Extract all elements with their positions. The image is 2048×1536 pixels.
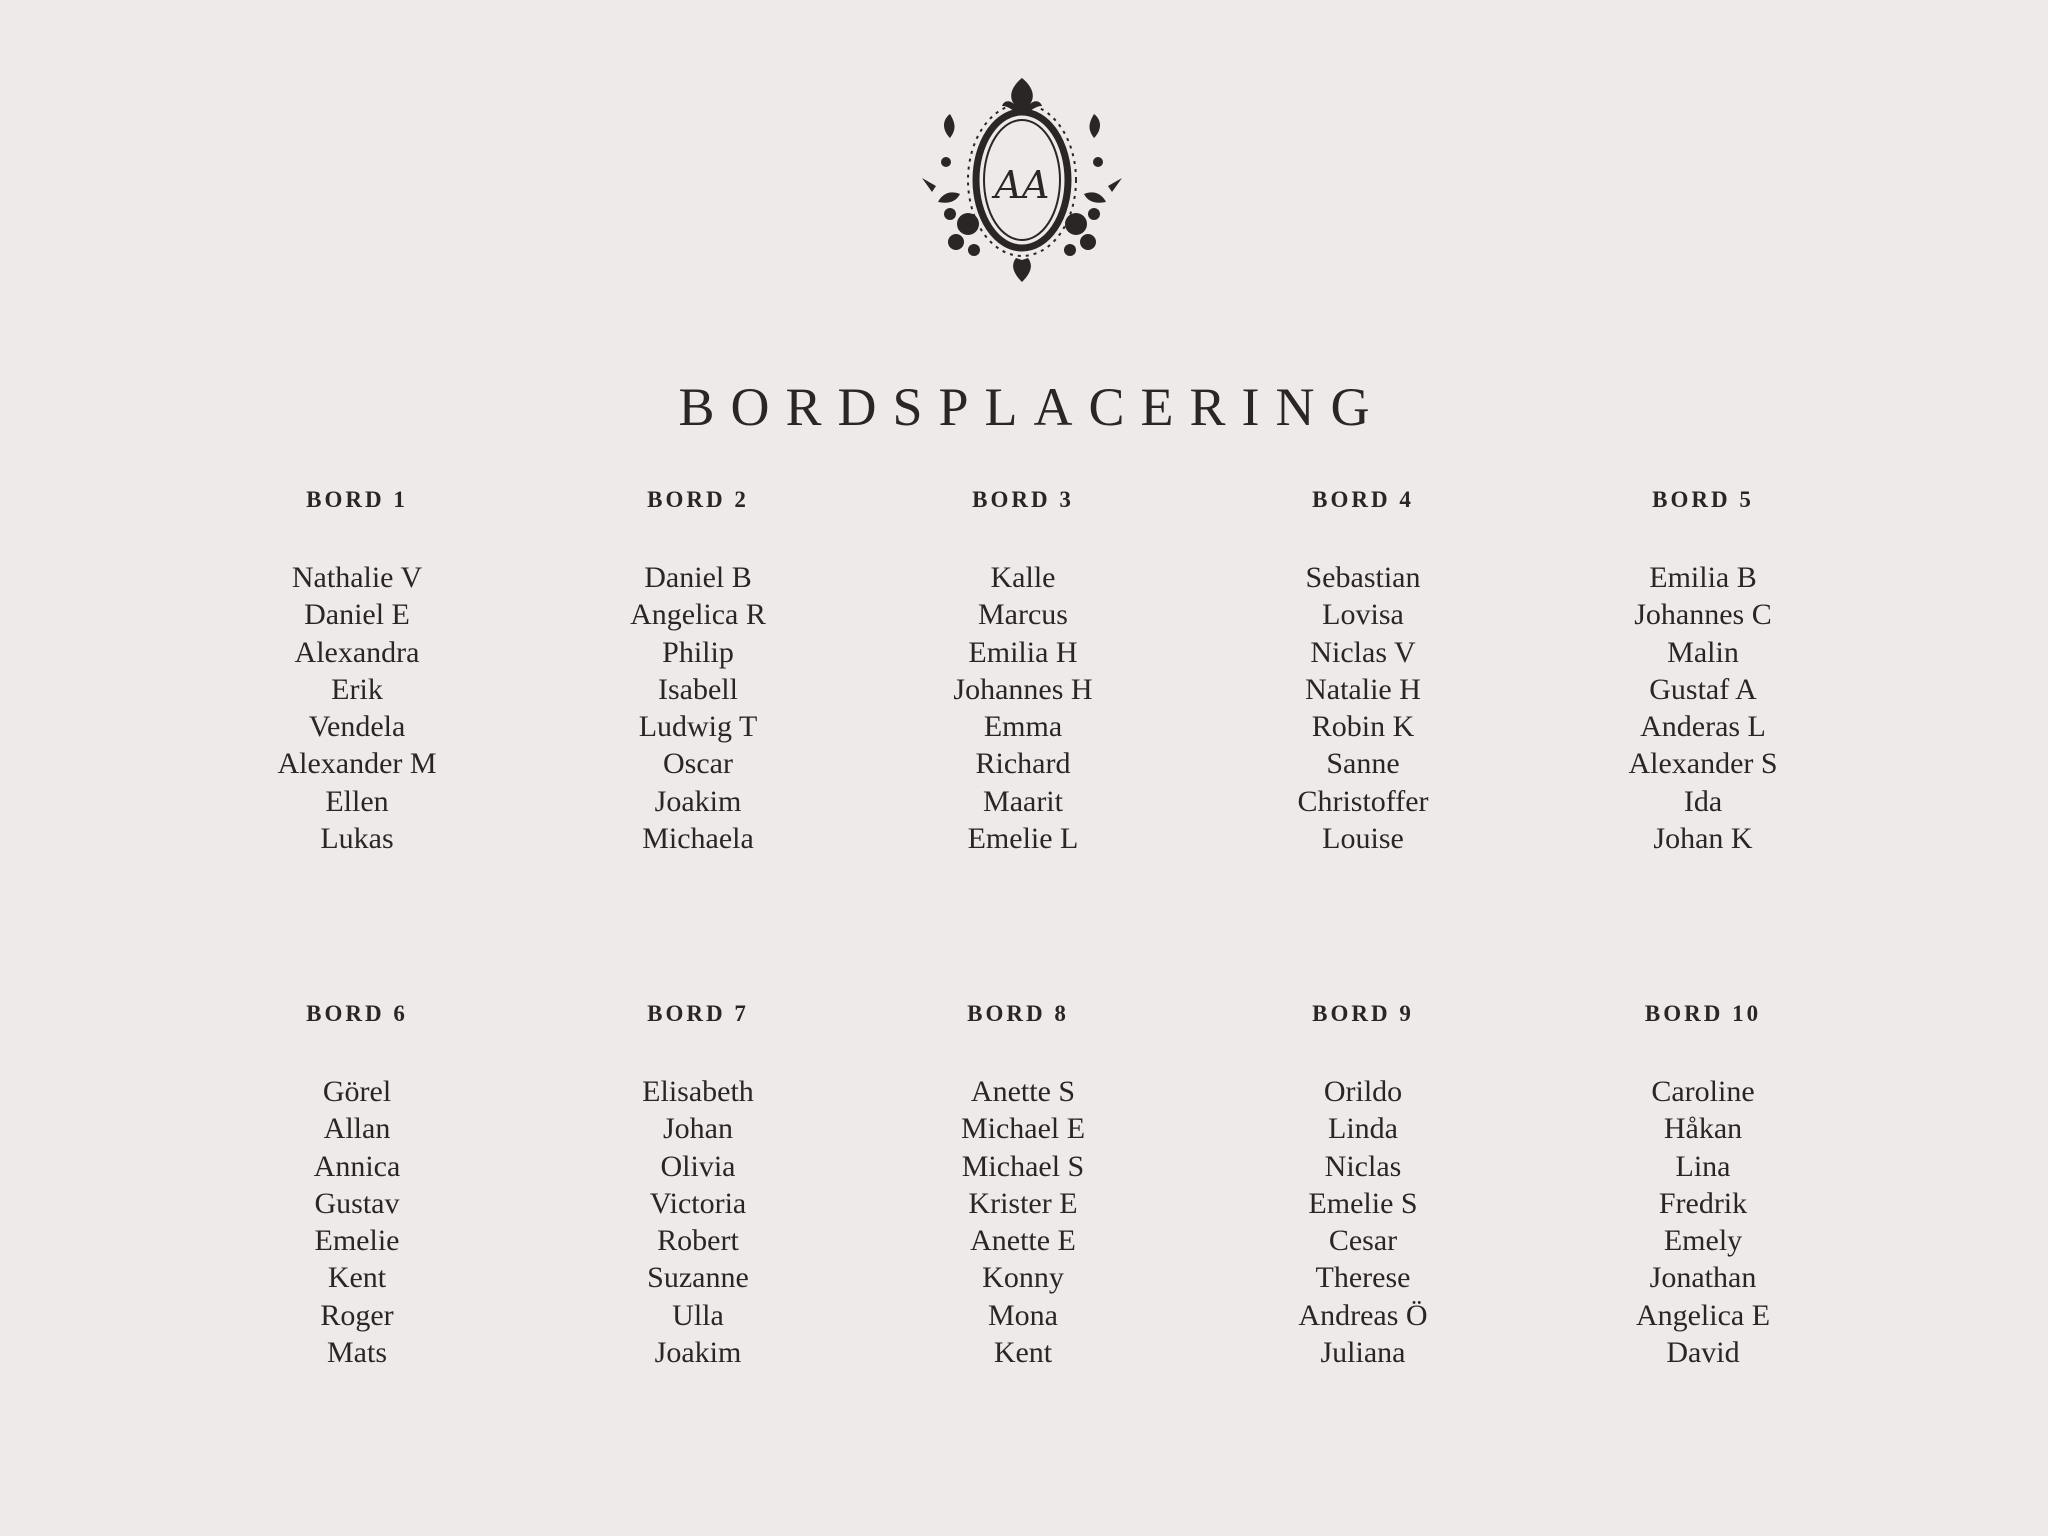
guest-name: Vendela	[308, 710, 406, 744]
guest-name: Niclas V	[1310, 635, 1416, 669]
guest-name: Louise	[1322, 822, 1404, 856]
table-heading: BORD 5	[1652, 487, 1754, 512]
guest-name: Daniel B	[644, 561, 752, 594]
guest-name: Ludwig T	[638, 710, 758, 744]
guest-name: Gustav	[314, 1186, 400, 1220]
table-heading: BORD 7	[647, 1001, 749, 1026]
table-5	[1553, 485, 1853, 857]
guest-name: Joakim	[654, 1336, 742, 1370]
guest-name: Nathalie V	[291, 561, 423, 594]
guest-name: Orildo	[1323, 1075, 1403, 1108]
guest-name: Lina	[1675, 1149, 1731, 1183]
guest-name: Emely	[1663, 1224, 1743, 1258]
guest-list	[207, 559, 507, 857]
guest-name: Michaela	[642, 822, 754, 856]
guest-name: Kalle	[990, 561, 1056, 594]
guest-name: Natalie H	[1305, 672, 1421, 706]
guest-name: Philip	[662, 635, 734, 669]
guest-name: Angelica R	[630, 598, 766, 632]
guest-name: Marcus	[978, 598, 1068, 632]
guest-name: Emelie L	[967, 822, 1079, 856]
guest-name: Victoria	[649, 1186, 747, 1220]
guest-name: Sebastian	[1305, 561, 1421, 594]
guest-name: Allan	[323, 1112, 391, 1146]
guest-name: Emilia H	[968, 635, 1078, 669]
table-heading: BORD 8	[967, 1001, 1069, 1026]
table-7	[548, 999, 848, 1371]
guest-name: Linda	[1328, 1112, 1398, 1146]
guest-name: Jonathan	[1649, 1261, 1757, 1295]
guest-name: Oscar	[663, 747, 733, 781]
guest-name: Therese	[1315, 1261, 1411, 1295]
table-heading: BORD 2	[647, 487, 749, 512]
guest-list	[873, 559, 1173, 857]
table-heading: BORD 4	[1312, 487, 1414, 512]
guest-name: Malin	[1667, 635, 1739, 669]
guest-name: Maarit	[983, 784, 1063, 818]
table-2	[548, 485, 848, 857]
guest-name: Ida	[1683, 784, 1723, 818]
guest-name: Cesar	[1328, 1224, 1398, 1258]
guest-name: Suzanne	[647, 1261, 749, 1295]
guest-name: Robert	[657, 1224, 739, 1258]
guest-list	[1213, 559, 1513, 857]
guest-name: Krister E	[968, 1186, 1078, 1220]
guest-name: Andreas Ö	[1298, 1298, 1428, 1332]
guest-name: Roger	[320, 1298, 394, 1332]
guest-name: Lukas	[320, 822, 394, 856]
guest-name: Johan K	[1653, 822, 1753, 856]
table-9	[1213, 999, 1513, 1371]
guest-name: Alexander S	[1628, 747, 1778, 781]
guest-name: Lovisa	[1322, 598, 1404, 632]
table-1	[207, 485, 507, 857]
table-heading: BORD 9	[1312, 1001, 1414, 1026]
table-heading: BORD 1	[306, 487, 408, 512]
guest-list	[1553, 559, 1853, 857]
guest-list	[207, 1073, 507, 1371]
guest-name: Juliana	[1320, 1336, 1406, 1370]
guest-name: Kent	[327, 1261, 387, 1295]
guest-name: David	[1666, 1336, 1740, 1370]
guest-list	[1213, 1073, 1513, 1371]
table-8	[868, 999, 1168, 1371]
guest-name: Görel	[322, 1075, 392, 1108]
guest-name: Ellen	[325, 784, 389, 818]
guest-name: Michael E	[960, 1112, 1086, 1146]
guest-name: Olivia	[660, 1149, 736, 1183]
guest-name: Elisabeth	[642, 1075, 754, 1108]
guest-name: Emelie	[314, 1224, 400, 1258]
guest-list	[1553, 1073, 1853, 1371]
guest-name: Emma	[983, 710, 1063, 744]
guest-name: Anderas L	[1640, 710, 1766, 744]
guest-name: Gustaf A	[1649, 672, 1757, 706]
table-heading: BORD 3	[972, 487, 1074, 512]
guest-name: Mona	[988, 1298, 1058, 1332]
page-title: BORDSPLACERING	[678, 377, 1386, 438]
guest-name: Joakim	[654, 784, 742, 818]
guest-name: Sanne	[1326, 747, 1400, 781]
table-10	[1553, 999, 1853, 1371]
guest-name: Isabell	[658, 672, 738, 706]
guest-name: Konny	[982, 1261, 1064, 1295]
table-heading: BORD 6	[306, 1001, 408, 1026]
guest-list	[878, 1073, 1168, 1371]
guest-name: Fredrik	[1658, 1186, 1748, 1220]
guest-name: Emilia B	[1649, 561, 1757, 594]
guest-name: Alexander M	[277, 747, 437, 781]
guest-name: Christoffer	[1297, 784, 1429, 818]
table-6	[207, 999, 507, 1371]
guest-name: Johannes C	[1634, 598, 1772, 632]
guest-name: Kent	[993, 1336, 1053, 1370]
guest-name: Johan	[663, 1112, 733, 1146]
guest-list	[548, 559, 848, 857]
guest-name: Annica	[313, 1149, 401, 1183]
table-4	[1213, 485, 1513, 857]
guest-name: Ulla	[672, 1298, 724, 1332]
guest-list	[548, 1073, 848, 1371]
guest-name: Richard	[975, 747, 1071, 781]
guest-name: Caroline	[1651, 1075, 1755, 1108]
guest-name: Alexandra	[294, 635, 420, 669]
guest-name: Mats	[327, 1336, 387, 1370]
guest-name: Robin K	[1311, 710, 1415, 744]
guest-name: Daniel E	[304, 598, 410, 632]
guest-name: Johannes H	[953, 672, 1093, 706]
monogram-initials: AA	[994, 163, 1050, 207]
guest-name: Anette E	[970, 1224, 1076, 1258]
guest-name: Angelica E	[1635, 1298, 1771, 1332]
guest-name: Michael S	[961, 1149, 1085, 1183]
floral-crest-icon	[916, 74, 1128, 286]
guest-name: Håkan	[1663, 1112, 1743, 1146]
guest-name: Anette S	[970, 1075, 1076, 1108]
guest-name: Emelie S	[1308, 1186, 1418, 1220]
table-heading: BORD 10	[1644, 1001, 1762, 1026]
guest-name: Niclas	[1324, 1149, 1402, 1183]
table-3	[873, 485, 1173, 857]
guest-name: Erik	[331, 672, 383, 706]
